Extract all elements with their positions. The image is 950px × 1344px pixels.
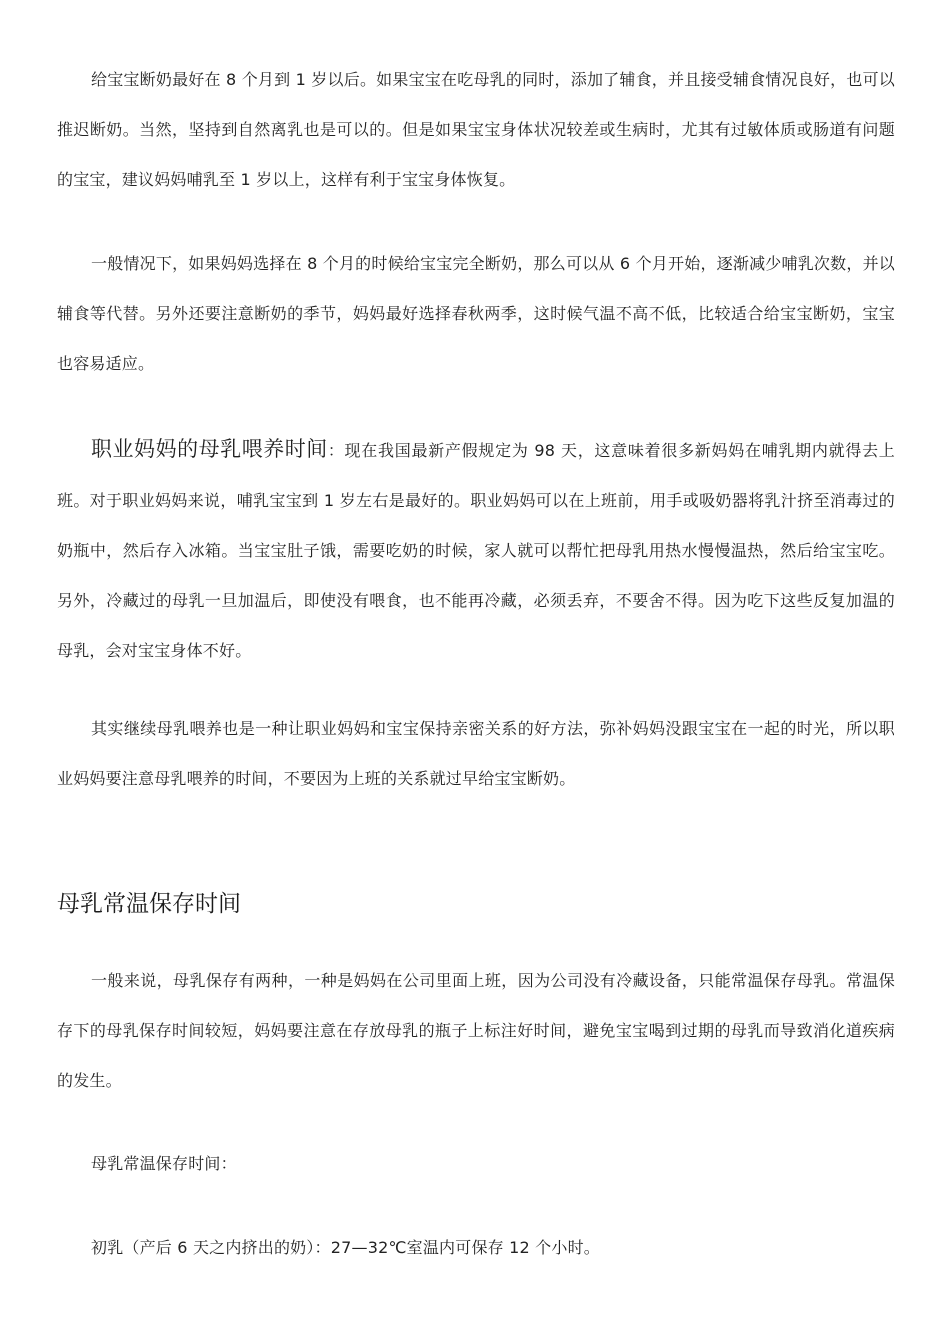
- inline-heading-working-mom: 职业妈妈的母乳喂养时间: [91, 437, 328, 461]
- paragraph-weaning-method: 一般情况下，如果妈妈选择在 8 个月的时候给宝宝完全断奶，那么可以从 6 个月开始，逐渐减少哺乳次数，并以辅食等代替。另外还要注意断奶的季节，妈妈最好选择春秋两季，这时候气温不高不低，比较适合给宝宝断奶，宝宝也容易适应。: [57, 254, 895, 373]
- paragraph-colostrum-storage: 初乳（产后 6 天之内挤出的奶）：27—32℃室温内可保存 12 个小时。: [91, 1238, 600, 1257]
- paragraph-working-mom-body: ：现在我国最新产假规定为 98 天，这意味着很多新妈妈在哺乳期内就得去上班。对于职业妈妈来说，哺乳宝宝到 1 岁左右是最好的。职业妈妈可以在上班前，用手或吸奶器将乳汁挤至消毒过的奶瓶中，然后存入冰箱。当宝宝肚子饿，需要吃奶的时候，家人就可以帮忙把母乳用热水慢慢温热，然后给宝宝吃。另外，冷藏过的母乳一旦加温后，即使没有喂食，也不能再冷藏，必须丢弃，不要舍不得。因为吃下这些反复加温的母乳，会对宝宝身体不好。: [57, 441, 896, 660]
- paragraph-storage-methods: 一般来说，母乳保存有两种，一种是妈妈在公司里面上班，因为公司没有冷藏设备，只能常温保存母乳。常温保存下的母乳保存时间较短，妈妈要注意在存放母乳的瓶子上标注好时间，避免宝宝喝到过期的母乳而导致消化道疾病的发生。: [57, 971, 895, 1090]
- section-heading-room-temp-storage: 母乳常温保存时间: [57, 891, 241, 917]
- paragraph-working-mom: [57, 424, 895, 676]
- paragraph-continue-breastfeeding: 其实继续母乳喂养也是一种让职业妈妈和宝宝保持亲密关系的好方法，弥补妈妈没跟宝宝在一起的时光，所以职业妈妈要注意母乳喂养的时间，不要因为上班的关系就过早给宝宝断奶。: [57, 719, 895, 788]
- paragraph-storage-time-label: 母乳常温保存时间：: [91, 1154, 237, 1173]
- paragraph-weaning-age: 给宝宝断奶最好在 8 个月到 1 岁以后。如果宝宝在吃母乳的同时，添加了辅食，并且接受辅食情况良好，也可以推迟断奶。当然，坚持到自然离乳也是可以的。但是如果宝宝身体状况较差或生病时，尤其有过敏体质或肠道有问题的宝宝，建议妈妈哺乳至 1 岁以上，这样有利于宝宝身体恢复。: [57, 70, 895, 189]
